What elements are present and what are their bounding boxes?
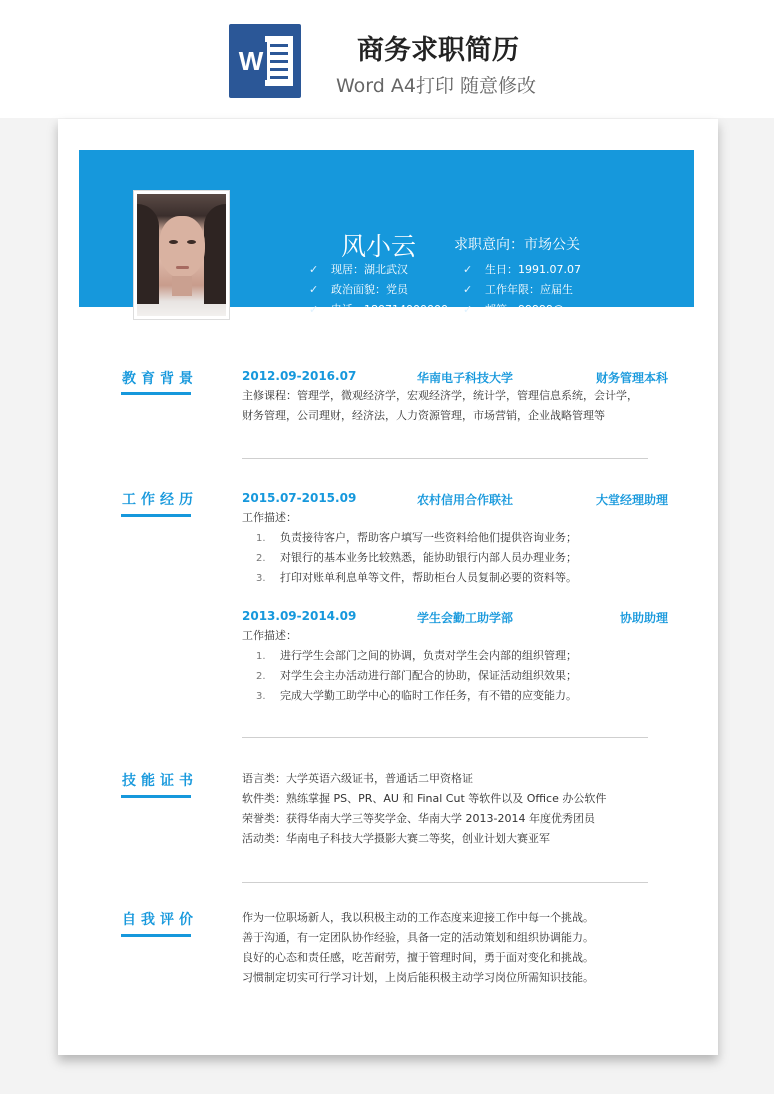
- education-school: 华南电子科技大学: [417, 371, 514, 385]
- job-header-row: [242, 491, 668, 507]
- section-divider: [242, 458, 648, 459]
- job-company: 学生会勤工助学部: [417, 611, 514, 625]
- education-period: 2012.09-2016.07: [242, 369, 357, 383]
- education-courses-line: 主修课程：管理学，微观经济学，宏观经济学，统计学，管理信息系统，会计学，: [242, 389, 638, 402]
- check-icon: ✓: [309, 263, 319, 276]
- skill-line: 语言类：大学英语六级证书，普通话二甲资格证: [242, 772, 473, 785]
- section-title-self-eval: 自我评价: [122, 912, 198, 928]
- list-item: 2. 对银行的基本业务比较熟悉，能协助银行内部人员办理业务；: [256, 551, 577, 564]
- resume-page: [58, 119, 718, 1055]
- phone-text: 电话：180714000000: [331, 303, 448, 316]
- check-icon: ✓: [309, 283, 319, 296]
- job-company: 农村信用合作联社: [417, 493, 514, 507]
- profile-name: 风小云: [341, 232, 417, 261]
- word-app-icon: [229, 24, 301, 98]
- section-title-skills: 技能证书: [122, 773, 198, 789]
- section-underline: [121, 795, 191, 798]
- portrait-image: [137, 194, 226, 316]
- check-icon: ✓: [463, 303, 473, 316]
- job-desc-label: 工作描述：: [242, 511, 297, 524]
- education-degree: 财务管理本科: [595, 371, 668, 385]
- header-subtitle: Word A4打印 随意修改: [335, 75, 536, 97]
- section-underline: [121, 934, 191, 937]
- job-intent: 求职意向：市场公关: [454, 237, 580, 253]
- section-underline: [121, 392, 191, 395]
- list-item: 3. 打印对账单利息单等文件，帮助柜台人员复制必要的资料等。: [256, 571, 577, 584]
- info-item: [309, 300, 448, 320]
- list-item: 2. 对学生会主办活动进行部门配合的协助，保证活动组织效果；: [256, 669, 577, 682]
- education-courses-line: 财务管理，公司理财，经济法，人力资源管理，市场营销，企业战略管理等: [242, 409, 605, 422]
- word-letter: W: [235, 42, 267, 80]
- job-duty-list: [256, 646, 577, 706]
- list-item: 1. 进行学生会部门之间的协调，负责对学生会内部的组织管理；: [256, 649, 577, 662]
- skill-line: 荣誉类：获得华南大学三等奖学金、华南大学 2013-2014 年度优秀团员: [242, 812, 595, 825]
- job-role: 协助助理: [619, 611, 668, 625]
- job-role: 大堂经理助理: [595, 493, 668, 507]
- section-divider: [242, 882, 648, 883]
- work-years-text: 工作年限：应届生: [485, 283, 573, 296]
- section-underline: [121, 514, 191, 517]
- info-item: [309, 260, 448, 280]
- section-title-education: 教育背景: [122, 371, 198, 387]
- job-period: 2015.07-2015.09: [242, 491, 357, 505]
- job-header-row: [242, 609, 668, 625]
- header-title: 商务求职简历: [357, 35, 519, 66]
- birthday-text: 生日：1991.07.07: [485, 263, 581, 276]
- self-eval-line: 习惯制定切实可行学习计划，上岗后能积极主动学习岗位所需知识技能。: [242, 971, 594, 984]
- job-duty-list: [256, 528, 577, 588]
- email-text: 邮箱：99999@qq.com: [485, 303, 605, 316]
- info-item: [463, 280, 605, 300]
- job-period: 2013.09-2014.09: [242, 609, 357, 623]
- self-eval-line: 良好的心态和责任感，吃苦耐劳，擅于管理时间，勇于面对变化和挑战。: [242, 951, 594, 964]
- top-header: [0, 0, 774, 118]
- info-column-left: [309, 260, 448, 320]
- political-status-text: 政治面貌：党员: [331, 283, 408, 296]
- skill-line: 软件类：熟练掌握 PS、PR、AU 和 Final Cut 等软件以及 Office 办公软件: [242, 792, 607, 805]
- job-desc-label: 工作描述：: [242, 629, 297, 642]
- skill-line: 活动类：华南电子科技大学摄影大赛二等奖，创业计划大赛亚军: [242, 832, 550, 845]
- info-column-right: [463, 260, 605, 320]
- section-title-work: 工作经历: [122, 492, 198, 508]
- check-icon: ✓: [463, 283, 473, 296]
- info-item: [309, 280, 448, 300]
- list-item: 1. 负责接待客户，帮助客户填写一些资料给他们提供咨询业务；: [256, 531, 577, 544]
- section-divider: [242, 737, 648, 738]
- document-icon: [265, 36, 293, 86]
- location-text: 现居：湖北武汉: [331, 263, 408, 276]
- list-item: 3. 完成大学勤工助学中心的临时工作任务，有不错的应变能力。: [256, 689, 577, 702]
- check-icon: ✓: [463, 263, 473, 276]
- self-eval-line: 善于沟通，有一定团队协作经验，具备一定的活动策划和组织协调能力。: [242, 931, 594, 944]
- info-item: [463, 260, 605, 280]
- check-icon: ✓: [309, 303, 319, 316]
- education-header-row: [242, 369, 668, 385]
- profile-photo: [133, 190, 230, 320]
- self-eval-line: 作为一位职场新人，我以积极主动的工作态度来迎接工作中每一个挑战。: [242, 911, 594, 924]
- info-item: [463, 300, 605, 320]
